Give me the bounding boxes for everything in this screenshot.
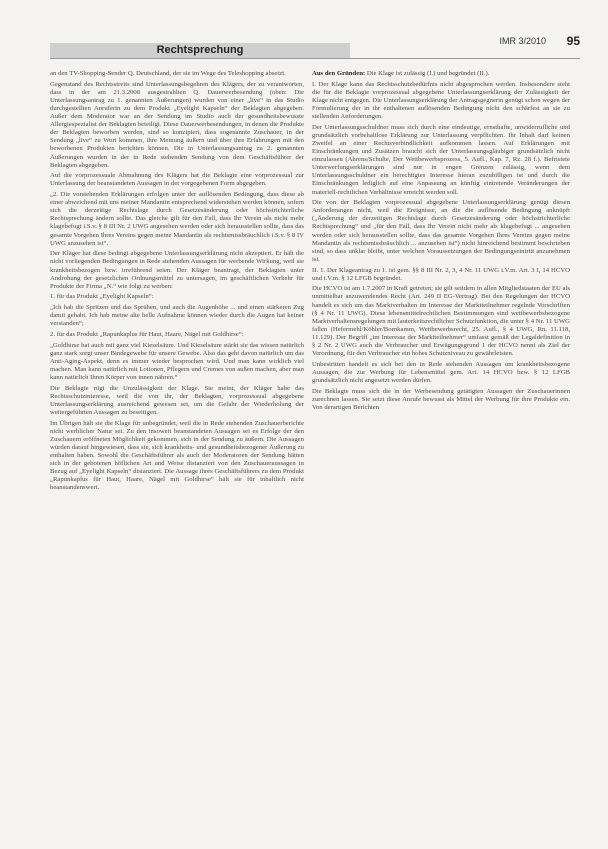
- paragraph: Der Unterlassungsschuldner muss sich durch eine eindeutige, ernsthafte, unwiderrufliche und grundsätzlich vorbehaltlose Erklärung zur Unterlassung verpflichten. Ihr Inhalt darf keinen Zweifel an einer Rechtsverbindlichkeit aufkommen lassen. Auf Erklärungen mit Einschränkungen und Zusätzen braucht sich der Unterlassungsgläubiger grundsätzlich nicht einzulassen (Ahrens/Schulte, Der Wettbewerbsprozess, 5. Aufl., Kap. 7, Rz. 28 f.). Befristete Unterwerfungserklärungen sind nur in engen Grenzen zulässig, wenn dem Unterlassungsschuldner ein berechtigtes Interesse hieran zuzubilligen ist und durch die Einschränkungen lediglich auf eine Anpassung an künftig eintretende Veränderungen der materiell-rechtlichen Verhältnisse erreicht werden soll.: [312, 123, 570, 196]
- paragraph: „2. Die vorstehenden Erklärungen erfolgen unter der auflösenden Bedingung, dass diese ab einer abweichend mit uns meiner Mandantin entsprechend widerstehen werden können, sofern sich die derzeitige Rechtslage durch Gesetzesänderung oder höchstrichterliche Rechtsprechung ändern sollte. Das gleiche gilt für den Fall, dass Ihr Verein als nicht mehr klagebefugt i.S.v. § 8 III Nr. 2 UWG angesehen werden oder sich herausstellen sollte, dass das gesamte Vorgehen Ihres Vereins gegen meine Mandantin als rechtsmissbräuchlich i.S.v. § 8 IV UWG anzusehen ist“.: [50, 191, 304, 247]
- right-column: [312, 70, 570, 415]
- journal-issue: IMR 3/2010: [499, 36, 546, 46]
- page-header: [50, 32, 580, 62]
- paragraph: I. Der Klage kann das Rechtsschutzbedürfnis nicht abgesprochen werden. Insbesondere steht die für die Beklagte vorprozessual abgegebene Unterlassungserklärung der Zulässigkeit der Klage nicht entgegen. Die Unterlassungserklärung der Antragsgegnerin genügt schon wegen der Formulierung der in ihr enthaltenen auflösenden Bedingung nicht den schärfest an sie zu stellenden Anforderungen.: [312, 80, 570, 121]
- paragraph: II. 1. Der Klageantrag zu 1. ist gem. §§ 8 III Nr. 2, 3, 4 Nr. 11 UWG i.V.m. Art. 3 I, 14 HCVO und i.V.m. § 12 LFGB begründet.: [312, 266, 570, 282]
- paragraph: Unbestritten handelt es sich bei den in Rede stehenden Aussagen um krankheitsbezogene Aussagen, die zur Werbung für Lebensmittel gem. Art. 14 HCVO bzw. § 12 LFGB grundsätzlich nicht angesetzt werden dürfen.: [312, 360, 570, 384]
- paragraph: an den TV-Shopping-Sender Q. Deutschland, der sie im Wege des Teleshopping absetzt.: [50, 70, 286, 77]
- paragraph: Die HCVO ist am 1.7.2007 in Kraft getreten; sie gilt seitdem in allen Mitgliedstaaten der EU als unmittelbar anzuwendendes Recht (Art. 249 II EG-Vertrag). Bei den Regelungen der HCVO handelt es sich um das Marktverhalten im Interesse der Marktteilnehmer regelnde Vorschriften (§ 4 Nr. 11 UWG). Diese lebensmittelrechtlichen Bestimmungen sind wettbewerbsbezogene Marktverhaltensregelungen mit lauterkeitsrechtlicher Schutzfunktion, die unter § 4 Nr. 11 UWG fallen (Hefermehl/Köhler/Bornkamm, Wettbewerbsrecht, 25. Aufl., § 4 UWG, Rn. 11.118, 11.129). Der Begriff „im Interesse der Marktteilnehmer“ umfasst gemäß der Legaldefinition in § 2 Nr. 2 UWG auch die Verbraucher und Erwägungsgrund 1 der HCVO nennt als Ziel der Verordnung, für den Verbraucher ein hohes Schutzniveau zu gewährleisten.: [312, 285, 570, 358]
- page-number: 95: [566, 34, 580, 48]
- paragraph: „Ich hab die Spritzen und das Sprühen, und auch die Augenhöhe ... und einen stärkeren Zug damit gehabt. Ich hab meine alte helle Aufnahme können wieder durch die Augen hat keiner verstanden“;: [50, 304, 304, 328]
- paragraph: 1. für das Produkt „Eyelight Kapseln“:: [50, 293, 154, 301]
- reasons-heading-paragraph: [312, 70, 570, 78]
- paragraph: Der Kläger hat diese bedingt abgegebene Unterlassungserklärung nicht akzeptiert. Er hält die nicht vorliegenden Bedingungen in Rede stehenden Aussagen für werbende Wirkung, weil sie krankheitsbezogen bzw. irreführend seien. Der Kläger beantragt, der Beklagten unter Androhung der gesetzlichen Ordnungsmittel zu untersagen, im geschäftlichen Verkehr für Produkte der Firma „N.“ wie folgt zu werben:: [50, 250, 304, 290]
- paragraph: 2. für das Produkt „Rapunkaplus für Haut, Haare, Nägel mit Goldhirse“:: [50, 330, 244, 338]
- paragraph: Die Beklagte rügt die Unzulässigkeit der Klage. Sie meint, der Kläger habe das Rechtsschutzinteresse, weil die von ihr, der Beklagten, vorprozessual abgegebene Unterlassungserklärung ausreichend gewesen sei, um die Gefahr der Wiederholung der weitergeführten Aussagen zu beseitigen.: [50, 384, 304, 416]
- header-rule: [50, 58, 580, 59]
- paragraph: Gegenstand des Rechtsstreits sind Unterlassungsbegehren des Klägers, der zu verantworten, dass in der am 21.3.2008 ausgestrahlten Q. Dauerwerbesendung (oben: Die Unterlassungsantrag zu 1. genannten Äußerungen) wurden von einer „live“ in das Studio durchgestellten Anruferin zu dem Produkt „Eyelight Kapseln“ der Beklagten abgegeben. Außer dem Moderator war an der Sendung im Studio auch der gesundheitsbewusste Allergiespezialist der Beklagten beteiligt. Diese Dauerwerbesendungen, in denen die Produkte der Beklagten beworben werden, sind so konzipiert, dass sogenannte Zuschauer, in der Sendung „live“ zu Wort kommen, ihre Meinung äußern und über ihre Erfahrungen mit den beworbenen Produkten berichten können. Die in Unterlassungsantrag zu 2. genannten Äußerungen wurden in der in Rede stehenden Sendung von dem Geschäftsführer der Beklagten abgegeben.: [50, 80, 304, 169]
- paragraph: „Goldhirse hat auch mit ganz viel Kieselsäure. Und Kieselsäure stärkt sie das wissen natürlich ganz stark sorgt unser Bindegewebe für unsere Gewebe. Also das geht davon natürlich um das Anti-Aging-Aspekt, denn es immer wieder besprochen wird. Und man kann wirklich viel machen. Man kann natürlich mit Lotionen, Pflegern und Cremes von außen machen, aber man kann natürlich Ihren Körper von innen nähren.“: [50, 341, 304, 382]
- section-title: Rechtsprechung: [50, 43, 350, 58]
- paragraph: Im Übrigen hält sie die Klage für unbegründet, weil die in Rede stehenden Zuschauerberichte nicht werblicher Natur sei. Zu den insoweit beanstandeten Aussagen sei es Erfolge der den Zuschauern eröffneten Möglichkeit gekommen, sich in der Sendung zu äußern. Die Aussagen würden darauf hingewiesen, dass sie, sich krankheits- und gesundheitsbezogener Äußerung zu enthalten haben. Sowohl die Geschäftsführer als auch der Moderatoren der Sendung hätten sich in der gebotenen höflichen Art und Weise distanziert von den Zuschaueraussagen in Bezug auf „Eyelight Kapseln“ distanziert. Die Aussage ihres Geschäftsführers zu dem Produkt „Rapunkaplus für Haut, Haare, Nägel mit Goldhirse“ hält sie für inhaltlich nicht beanstandenswert.: [50, 419, 304, 492]
- paragraph: Die Beklagte muss sich die in der Werbesendung getätigten Aussagen der Zuschauerinnen zurechnen lassen. Sie setzt diese Anrufe bewusst als Mittel der Werbung für ihre Produkte ein. Von derartigen Berichten: [312, 387, 570, 411]
- paragraph: Auf die vorprozessuale Abmahnung des Klägers hat die Beklagte eine vorprozessual zur Unterlassung der beanstandeten Aussagen in der vorgegebenen Form abgegeben.: [50, 172, 304, 188]
- paragraph-text: Die Klage ist zulässig (I.) und begründet (II.).: [366, 70, 490, 77]
- paragraph: Die von der Beklagten vorprozessual abgegebene Unterlassungserklärung genügt diesen Anforderungen nicht, weil die Ereignisse, an die die auflösende Bedingung anknüpft („Änderung der derzeitigen Rechtslage durch Gesetzesänderung oder höchstrichterliche Rechtsprechung“ und „für den Fall, dass Ihr Verein nicht mehr als klagebefugt ... angesehen werden oder sich herausstellen sollte, dass das gesamte Vorgehen Ihres Vereins gegen meine Mandantin als rechtsmissbräuchlich ... anzusehen ist“) nicht hinreichend bestimmt beschrieben sind, so dass unklar bleibt, unter welchen Voraussetzungen der Bedingungseintritt anzunehmen ist.: [312, 199, 570, 263]
- left-column: [50, 70, 304, 495]
- reasons-heading: Aus den Gründen:: [312, 70, 366, 77]
